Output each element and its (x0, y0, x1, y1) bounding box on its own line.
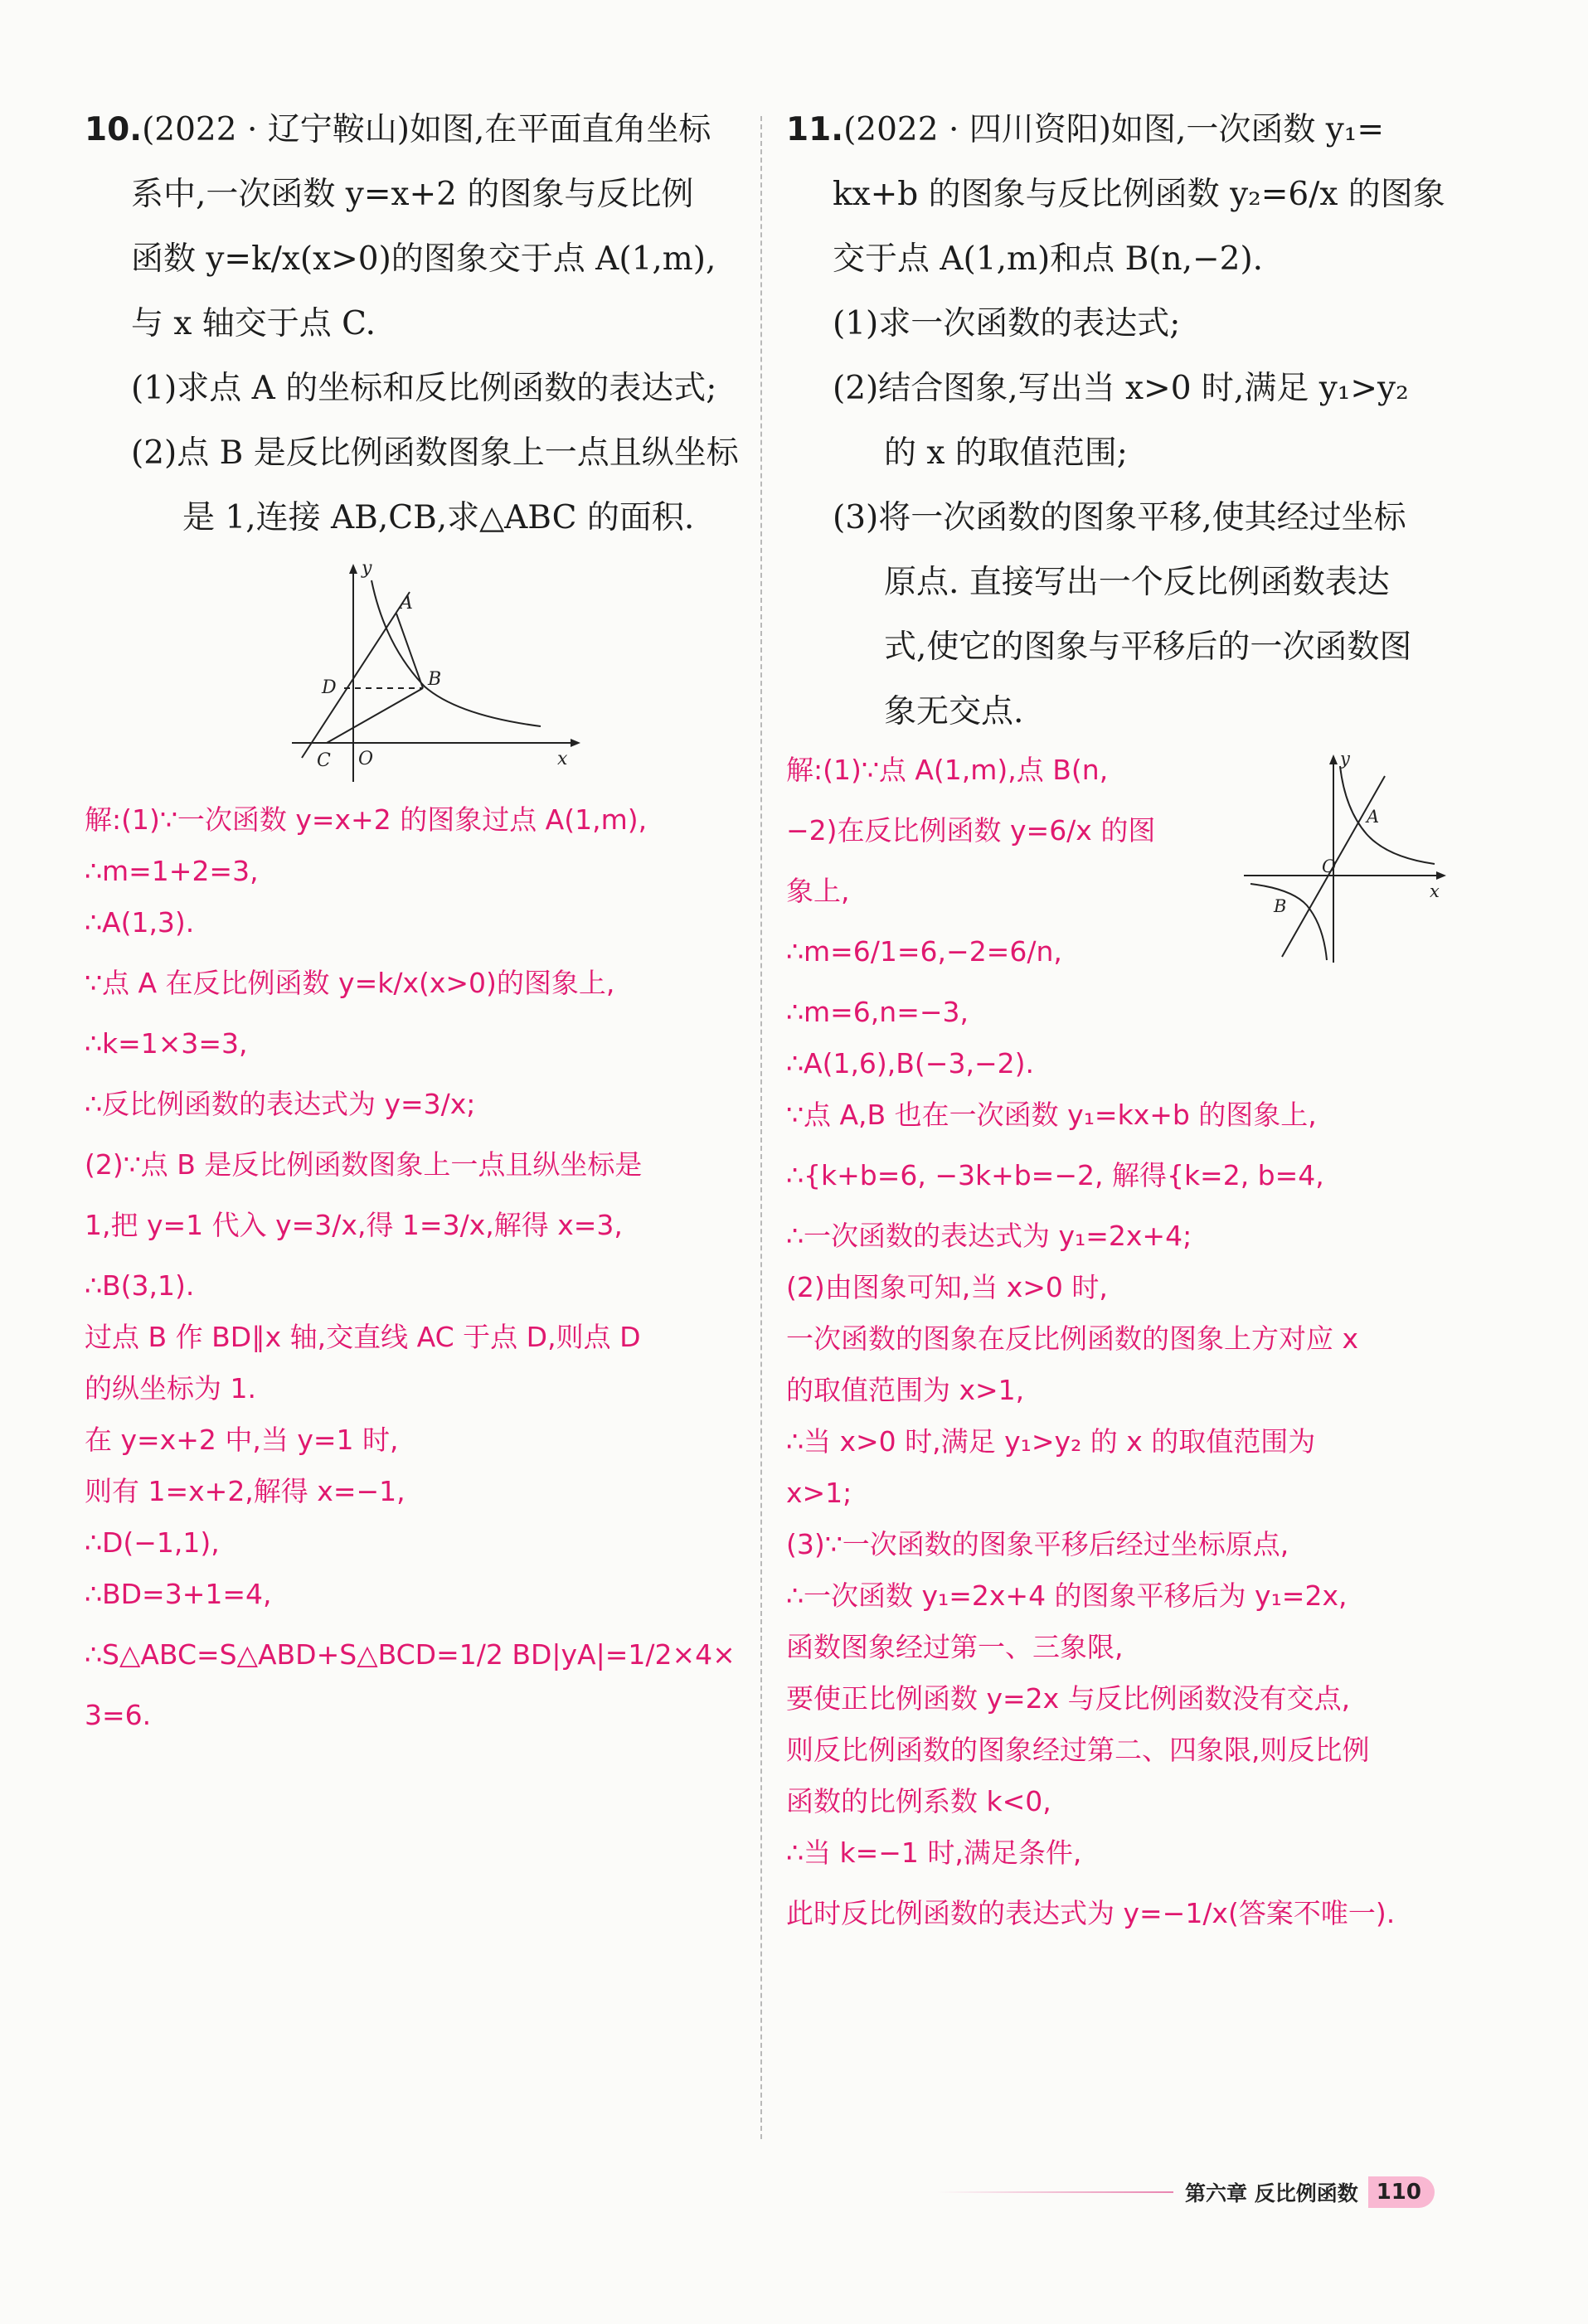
fig10-point-d: D (322, 677, 337, 698)
fig11-point-b: B (1274, 896, 1287, 916)
fig10-origin: O (358, 749, 374, 769)
solution-11-line-8: ∴{k+b=6, −3k+b=−2, 解得{k=2, b=4, (786, 1159, 1324, 1191)
solution-10-line-5: ∴k=1×3=3, (85, 1027, 248, 1060)
problem-11-line-1: 11.(2022 · 四川资阳)如图,一次函数 y₁= (786, 111, 1385, 148)
fig11-origin: O (1322, 856, 1337, 876)
solution-11-line-18: 要使正比例函数 y=2x 与反比例函数没有交点, (786, 1682, 1351, 1715)
problem-11-column (786, 98, 1450, 1948)
solution-11-line-22: 此时反比例函数的表达式为 y=−1/x(答案不唯一). (786, 1897, 1396, 1929)
solution-11-line-7: ∵点 A,B 也在一次函数 y₁=kx+b 的图象上, (786, 1099, 1317, 1131)
solution-10-line-7: (2)∵点 B 是反比例函数图象上一点且纵坐标是 (85, 1148, 643, 1181)
problem-11-line-3: 交于点 A(1,m)和点 B(n,−2). (833, 240, 1264, 278)
solution-10-line-12: 在 y=x+2 中,当 y=1 时, (85, 1424, 399, 1456)
solution-10-line-3: ∴A(1,3). (85, 906, 195, 939)
fig10-y-label: y (362, 562, 372, 579)
solution-10-line-14: ∴D(−1,1), (85, 1526, 220, 1559)
problem-11-solution (786, 745, 1450, 1948)
solution-10-line-13: 则有 1=x+2,解得 x=−1, (85, 1475, 405, 1507)
problem-11-part-3: (3)将一次函数的图象平移,使其经过坐标 (833, 499, 1406, 536)
solution-10-line-2: ∴m=1+2=3, (85, 855, 259, 887)
fig10-point-b: B (428, 669, 442, 690)
problem-11-part-3-cont-3: 象无交点. (884, 693, 1024, 730)
solution-10-line-8: 1,把 y=1 代入 y=3/x,得 1=3/x,解得 x=3, (85, 1209, 623, 1241)
solution-11-line-9: ∴一次函数的表达式为 y₁=2x+4; (786, 1220, 1192, 1252)
solution-10-line-1: 解:(1)∵一次函数 y=x+2 的图象过点 A(1,m), (85, 803, 648, 836)
solution-10-line-6: ∴反比例函数的表达式为 y=3/x; (85, 1088, 476, 1120)
solution-11-line-19: 则反比例函数的图象经过第二、四象限,则反比例 (786, 1734, 1370, 1766)
problem-10-part-2: (2)点 B 是反比例函数图象上一点且纵坐标 (131, 434, 739, 472)
solution-11-line-13: ∴当 x>0 时,满足 y₁>y₂ 的 x 的取值范围为 (786, 1425, 1316, 1458)
problem-10-column (85, 98, 748, 1741)
solution-10-line-4: ∵点 A 在反比例函数 y=k/x(x>0)的图象上, (85, 967, 615, 999)
problem-11-part-2: (2)结合图象,写出当 x>0 时,满足 y₁>y₂ (833, 370, 1409, 407)
problem-11-part-3-cont-1: 原点. 直接写出一个反比例函数表达 (884, 564, 1390, 601)
solution-11-line-14: x>1; (786, 1477, 852, 1509)
solution-11-line-3: 象上, (786, 875, 850, 907)
solution-11-line-5: ∴m=6,n=−3, (786, 996, 969, 1028)
solution-10-line-17: 3=6. (85, 1699, 152, 1731)
fig10-x-label: x (557, 749, 568, 769)
solution-11-line-11: 一次函数的图象在反比例函数的图象上方对应 x (786, 1322, 1359, 1355)
fig11-x-label: x (1430, 881, 1440, 901)
fig11-point-a: A (1367, 807, 1380, 827)
column-divider (760, 116, 762, 2139)
solution-10-line-11: 的纵坐标为 1. (85, 1372, 256, 1405)
problem-10-part-1: (1)求点 A 的坐标和反比例函数的表达式; (131, 370, 717, 407)
fig10-point-c: C (317, 750, 331, 771)
solution-11-line-15: (3)∵一次函数的图象平移后经过坐标原点, (786, 1528, 1289, 1560)
problem-11-part-1: (1)求一次函数的表达式; (833, 305, 1181, 342)
solution-10-line-9: ∴B(3,1). (85, 1269, 195, 1302)
solution-10-line-15: ∴BD=3+1=4, (85, 1578, 272, 1610)
chapter-title: 第六章 反比例函数 (1185, 2181, 1358, 2205)
page-footer (937, 2172, 1435, 2212)
fig10-point-a: A (400, 593, 413, 614)
solution-11-line-20: 函数的比例系数 k<0, (786, 1785, 1051, 1817)
problem-11-figure (1242, 751, 1450, 967)
page-number: 110 (1368, 2176, 1435, 2208)
problem-10-number: 10. (85, 111, 143, 148)
solution-10-line-16: ∴S△ABC=S△ABD+S△BCD=1/2 BD|yA|=1/2×4× (85, 1638, 736, 1671)
solution-11-line-4: ∴m=6/1=6,−2=6/n, (786, 935, 1062, 968)
solution-11-line-17: 函数图象经过第一、三象限, (786, 1631, 1124, 1663)
solution-11-line-21: ∴当 k=−1 时,满足条件, (786, 1836, 1082, 1869)
problem-11-part-3-cont-2: 式,使它的图象与平移后的一次函数图 (884, 628, 1412, 666)
problem-10-line-2: 系中,一次函数 y=x+2 的图象与反比例 (131, 176, 694, 213)
problem-11-line-2: kx+b 的图象与反比例函数 y₂=6/x 的图象 (833, 176, 1445, 213)
problem-10-line-1: 10.(2022 · 辽宁鞍山)如图,在平面直角坐标 (85, 111, 711, 148)
solution-10-line-10: 过点 B 作 BD∥x 轴,交直线 AC 于点 D,则点 D (85, 1321, 641, 1353)
problem-10-solution (85, 794, 748, 1741)
solution-11-line-6: ∴A(1,6),B(−3,−2). (786, 1047, 1034, 1080)
solution-11-line-16: ∴一次函数 y₁=2x+4 的图象平移后为 y₁=2x, (786, 1579, 1348, 1612)
problem-11-number: 11. (786, 111, 844, 148)
solution-11-line-12: 的取值范围为 x>1, (786, 1374, 1025, 1406)
problem-10-line-3: 函数 y=k/x(x>0)的图象交于点 A(1,m), (131, 240, 716, 278)
problem-10-line-4: 与 x 轴交于点 C. (131, 305, 376, 342)
problem-11-part-2-cont: 的 x 的取值范围; (884, 434, 1128, 472)
footer-rule (937, 2191, 1173, 2193)
problem-10-part-2-cont: 是 1,连接 AB,CB,求△ABC 的面积. (182, 499, 695, 536)
solution-11-line-2: −2)在反比例函数 y=6/x 的图 (786, 814, 1156, 847)
solution-11-line-1: 解:(1)∵点 A(1,m),点 B(n, (786, 754, 1109, 786)
fig11-y-label: y (1340, 751, 1350, 769)
solution-11-line-10: (2)由图象可知,当 x>0 时, (786, 1271, 1108, 1303)
problem-10-figure (292, 562, 590, 786)
